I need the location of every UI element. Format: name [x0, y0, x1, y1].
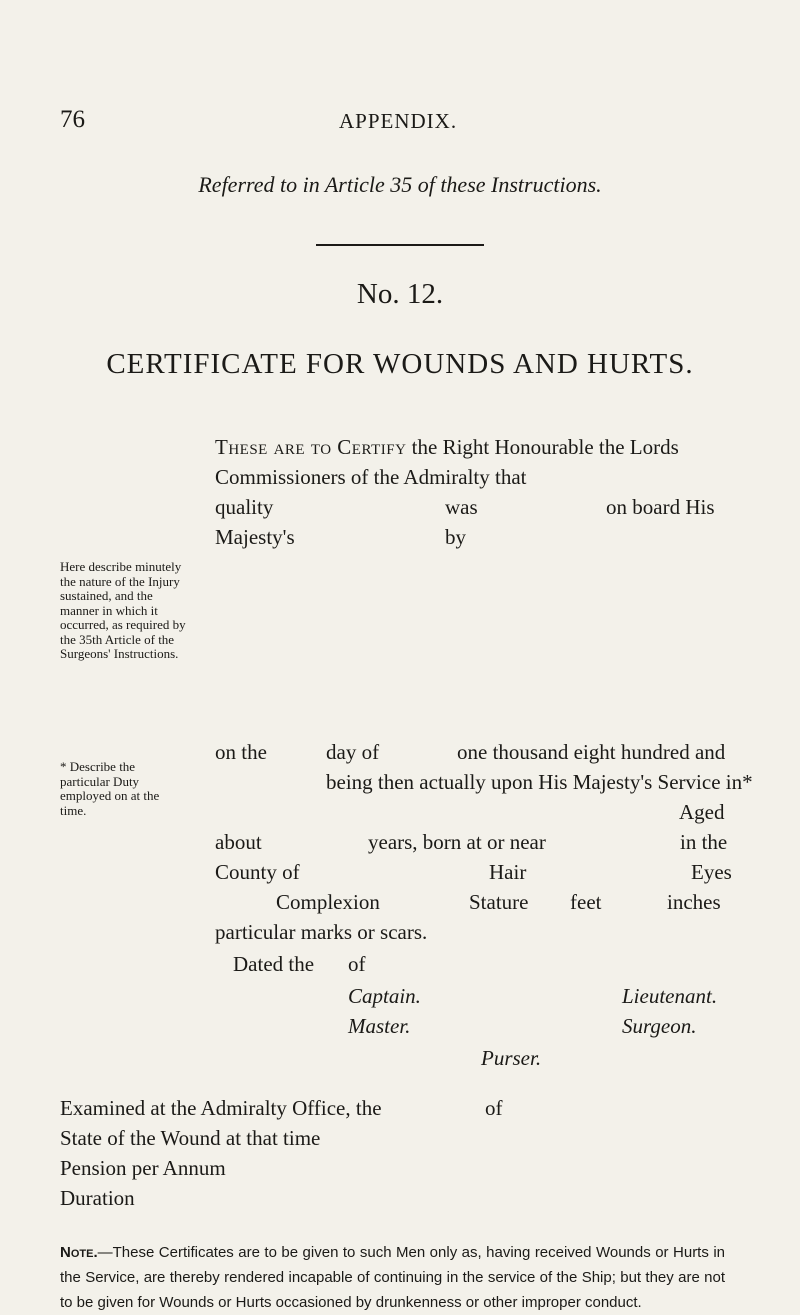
- year-phrase: one thousand eight hundred and: [457, 740, 726, 764]
- page-number: 76: [60, 106, 85, 133]
- about-label: about: [215, 830, 262, 854]
- wound-state-label: State of the Wound at that time: [60, 1126, 321, 1150]
- quality-label: quality: [215, 495, 274, 519]
- dated-the-label: Dated the: [233, 952, 315, 976]
- hair-label: Hair: [489, 860, 527, 884]
- surgeon-signature-label: Surgeon.: [622, 1014, 697, 1038]
- article-reference: Referred to in Article 35 of these Instructions.: [198, 172, 602, 197]
- county-of-label: County of: [215, 860, 300, 884]
- divider-rule: [316, 244, 484, 246]
- majestys-label: Majesty's: [215, 525, 295, 549]
- stature-label: Stature: [469, 890, 529, 914]
- certificate-title: CERTIFICATE FOR WOUNDS AND HURTS.: [106, 348, 694, 380]
- being-then-line: being then actually upon His Majesty's Service in*: [326, 770, 753, 794]
- lieutenant-signature-label: Lieutenant.: [622, 984, 718, 1008]
- day-of-label: day of: [326, 740, 380, 764]
- master-signature-label: Master.: [348, 1014, 411, 1038]
- aged-label: Aged: [679, 800, 725, 824]
- in-the-label: in the: [680, 830, 728, 854]
- certify-lead-rest: the Right Honourable the Lords: [411, 435, 679, 459]
- captain-signature-label: Captain.: [348, 984, 421, 1008]
- by-label: by: [445, 525, 466, 549]
- running-head: APPENDIX.: [339, 109, 458, 133]
- footnote: Note.—These Certificates are to be given to such Men only as, having received Wounds or Hurts in the Service, are thereby rendered incapable of continuing in the service of the Ship; but they are not to be given for Wounds or Hurts occasioned by drunkenness or other improper conduct.: [60, 1244, 725, 1311]
- on-board-label: on board His: [606, 495, 715, 519]
- note-text: These Certificates are to be given to such Men only as, having received Wounds or Hurts in the Service, are thereby rendered incapable of continuing in the service of the Ship; but they are not to be given for Wounds or Hurts occasioned by drunkenness or other improper conduct.: [60, 1244, 725, 1311]
- note-label: Note.: [60, 1244, 98, 1261]
- certify-lead: These are to Certify: [215, 435, 407, 459]
- certify-line-2: Commissioners of the Admiralty that: [215, 465, 527, 489]
- years-born-label: years, born at or near: [368, 830, 546, 854]
- form-number: No. 12.: [356, 278, 444, 310]
- marks-label: particular marks or scars.: [215, 920, 428, 944]
- complexion-label: Complexion: [276, 890, 380, 914]
- examined-label: Examined at the Admiralty Office, the: [60, 1096, 382, 1120]
- pension-label: Pension per Annum: [60, 1156, 226, 1180]
- eyes-label: Eyes: [691, 860, 732, 884]
- certify-line-1: [215, 435, 679, 460]
- on-the-label: on the: [215, 740, 267, 764]
- was-label: was: [445, 495, 478, 519]
- examined-of-label: of: [485, 1096, 503, 1120]
- inches-label: inches: [667, 890, 721, 914]
- feet-label: feet: [570, 890, 602, 914]
- margin-note-injury: Here describe minutely the nature of the Injury sustained, and the manner in which it occurred, as required by the 35th Article of the Surgeons' Instructions.: [60, 559, 186, 661]
- dated-of-label: of: [348, 952, 366, 976]
- duration-label: Duration: [60, 1186, 135, 1210]
- purser-signature-label: Purser.: [481, 1046, 542, 1070]
- margin-note-duty: * Describe the particular Duty employed on at the time.: [60, 759, 160, 818]
